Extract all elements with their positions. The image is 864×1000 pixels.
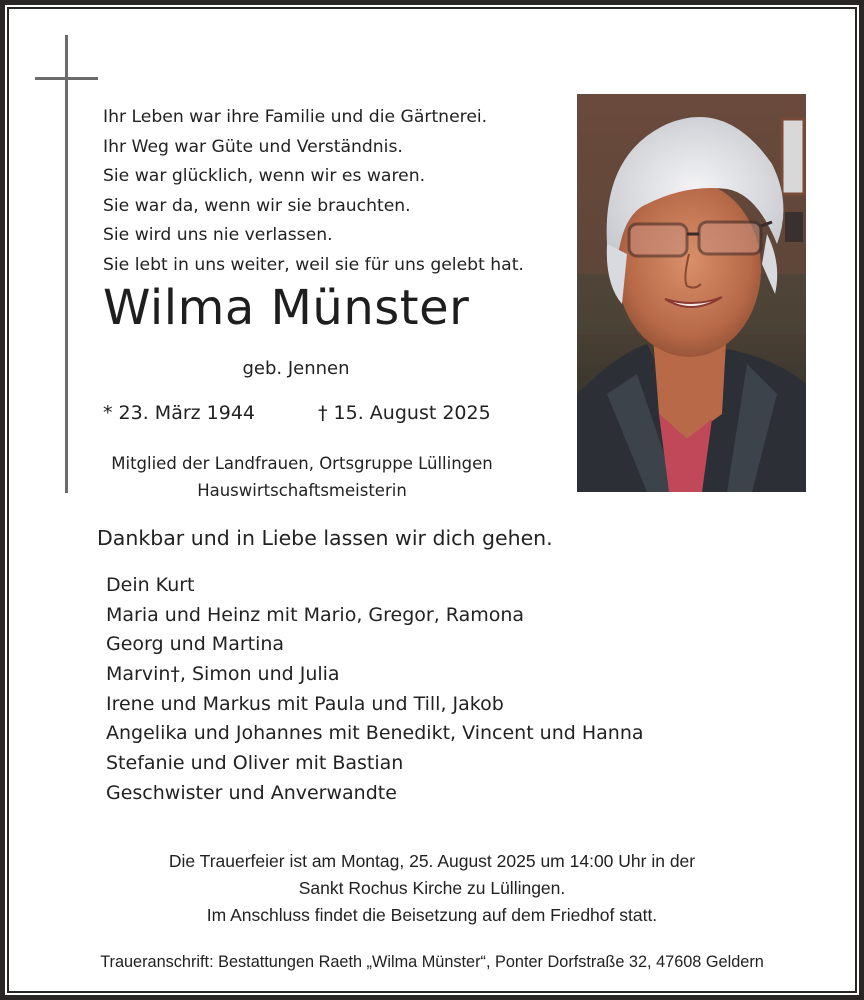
- mourner-line: Geschwister und Anverwandte: [106, 781, 397, 804]
- cross-vertical-bar: [65, 35, 68, 493]
- verse-line: Sie war da, wenn wir sie brauchten.: [103, 195, 411, 216]
- verse-line: Sie war glücklich, wenn wir es waren.: [103, 166, 426, 187]
- affiliation-line: Hauswirtschaftsmeisterin: [197, 481, 407, 500]
- funeral-service-info: [0, 848, 864, 929]
- verse-line: Sie lebt in uns weiter, weil sie für uns gelebt hat.: [103, 254, 524, 275]
- mourner-line: Georg und Martina: [106, 633, 285, 656]
- birth-date: * 23. März 1944: [103, 402, 256, 424]
- cross-horizontal-bar: [35, 77, 98, 80]
- memorial-verse: [103, 103, 524, 281]
- service-line: Im Anschluss findet die Beisetzung auf dem Friedhof statt.: [206, 905, 658, 925]
- verse-line: Ihr Weg war Güte und Verständnis.: [103, 136, 403, 157]
- condolence-address: Traueranschrift: Bestattungen Raeth „Wilma Münster“, Ponter Dorfstraße 32, 47608 Geldern: [100, 953, 764, 971]
- mourner-line: Marvin†, Simon und Julia: [106, 663, 340, 686]
- mourners-list: [106, 571, 644, 809]
- thanks-line: Dankbar und in Liebe lassen wir dich gehen.: [97, 526, 553, 550]
- service-line: Die Trauerfeier ist am Montag, 25. August 2025 um 14:00 Uhr in der: [168, 851, 696, 871]
- mourner-line: Angelika und Johannes mit Benedikt, Vincent und Hanna: [106, 722, 644, 745]
- portrait-photo: [577, 94, 806, 492]
- mourner-line: Dein Kurt: [106, 574, 195, 596]
- mourner-line: Maria und Heinz mit Mario, Gregor, Ramona: [106, 603, 525, 626]
- mourner-line: Stefanie und Oliver mit Bastian: [106, 752, 404, 775]
- verse-line: Sie wird uns nie verlassen.: [103, 225, 333, 246]
- service-line: Sankt Rochus Kirche zu Lüllingen.: [298, 878, 566, 898]
- verse-line: Ihr Leben war ihre Familie und die Gärtnerei.: [103, 107, 488, 127]
- mourner-line: Irene und Markus mit Paula und Till, Jakob: [106, 692, 504, 715]
- death-date: † 15. August 2025: [318, 402, 491, 424]
- affiliation-line: Mitglied der Landfrauen, Ortsgruppe Lüllingen: [111, 454, 493, 473]
- deceased-name: Wilma Münster: [103, 280, 470, 336]
- maiden-name: geb. Jennen: [242, 358, 350, 379]
- affiliation: [0, 450, 604, 504]
